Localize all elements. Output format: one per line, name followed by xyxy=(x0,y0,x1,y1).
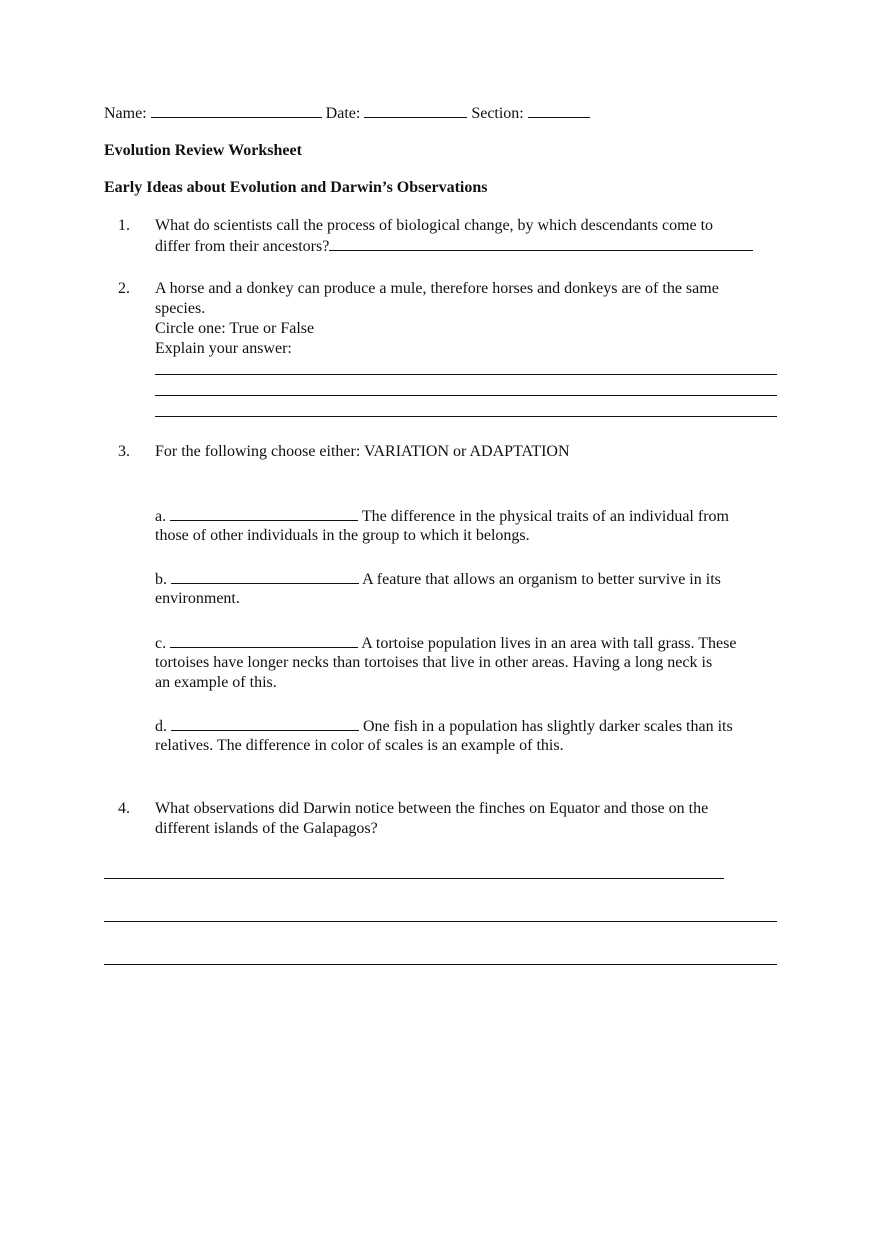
item-a-line: those of other individuals in the group to which it belongs. xyxy=(155,527,530,544)
question-4-line: different islands of the Galapagos? xyxy=(155,820,378,837)
item-b-line: environment. xyxy=(155,590,240,607)
section-label: Section: xyxy=(471,105,524,122)
answer-blank[interactable] xyxy=(171,569,359,584)
true-false-prompt: Circle one: True or False xyxy=(155,320,315,337)
section-subtitle: Early Ideas about Evolution and Darwin’s Observations xyxy=(104,179,488,196)
answer-line[interactable] xyxy=(155,374,777,375)
item-text: A tortoise population lives in an area with tall grass. These xyxy=(361,635,737,652)
item-letter: b. xyxy=(155,571,167,588)
item-c-line: an example of this. xyxy=(155,674,277,691)
item-c-line: tortoises have longer necks than tortoises that live in other areas. Having a long neck is xyxy=(155,654,713,671)
item-c xyxy=(155,633,736,654)
date-label: Date: xyxy=(325,105,361,122)
worksheet-title: Evolution Review Worksheet xyxy=(104,142,302,159)
question-number: 4. xyxy=(118,800,130,817)
question-number: 2. xyxy=(118,280,130,297)
answer-blank[interactable] xyxy=(329,236,753,251)
answer-line[interactable] xyxy=(104,878,724,879)
item-b xyxy=(155,569,721,590)
answer-blank[interactable] xyxy=(170,633,358,648)
question-number: 1. xyxy=(118,217,130,234)
explain-prompt: Explain your answer: xyxy=(155,340,292,357)
item-letter: c. xyxy=(155,635,167,652)
question-number: 3. xyxy=(118,443,130,460)
header-fields xyxy=(104,103,590,124)
item-letter: a. xyxy=(155,508,167,525)
item-text: A feature that allows an organism to better survive in its xyxy=(362,571,721,588)
date-blank[interactable] xyxy=(364,103,467,118)
name-blank[interactable] xyxy=(151,103,322,118)
item-text: One fish in a population has slightly darker scales than its xyxy=(363,718,733,735)
question-2-line: A horse and a donkey can produce a mule, therefore horses and donkeys are of the same xyxy=(155,280,719,297)
item-d-line: relatives. The difference in color of scales is an example of this. xyxy=(155,737,564,754)
item-letter: d. xyxy=(155,718,167,735)
question-4-line: What observations did Darwin notice between the finches on Equator and those on the xyxy=(155,800,709,817)
answer-line[interactable] xyxy=(104,921,777,922)
question-1-line: What do scientists call the process of biological change, by which descendants come to xyxy=(155,217,714,234)
section-blank[interactable] xyxy=(528,103,590,118)
name-label: Name: xyxy=(104,105,147,122)
answer-line[interactable] xyxy=(155,416,777,417)
item-d xyxy=(155,716,733,737)
answer-blank[interactable] xyxy=(171,716,359,731)
answer-blank[interactable] xyxy=(170,506,358,521)
question-2-line: species. xyxy=(155,300,206,317)
question-1-text: differ from their ancestors? xyxy=(155,238,330,255)
answer-line[interactable] xyxy=(155,395,777,396)
item-a xyxy=(155,506,729,527)
answer-line[interactable] xyxy=(104,964,777,965)
item-text: The difference in the physical traits of an individual from xyxy=(361,508,729,525)
question-3-line: For the following choose either: VARIATION or ADAPTATION xyxy=(155,443,570,460)
question-1-line xyxy=(155,236,753,257)
